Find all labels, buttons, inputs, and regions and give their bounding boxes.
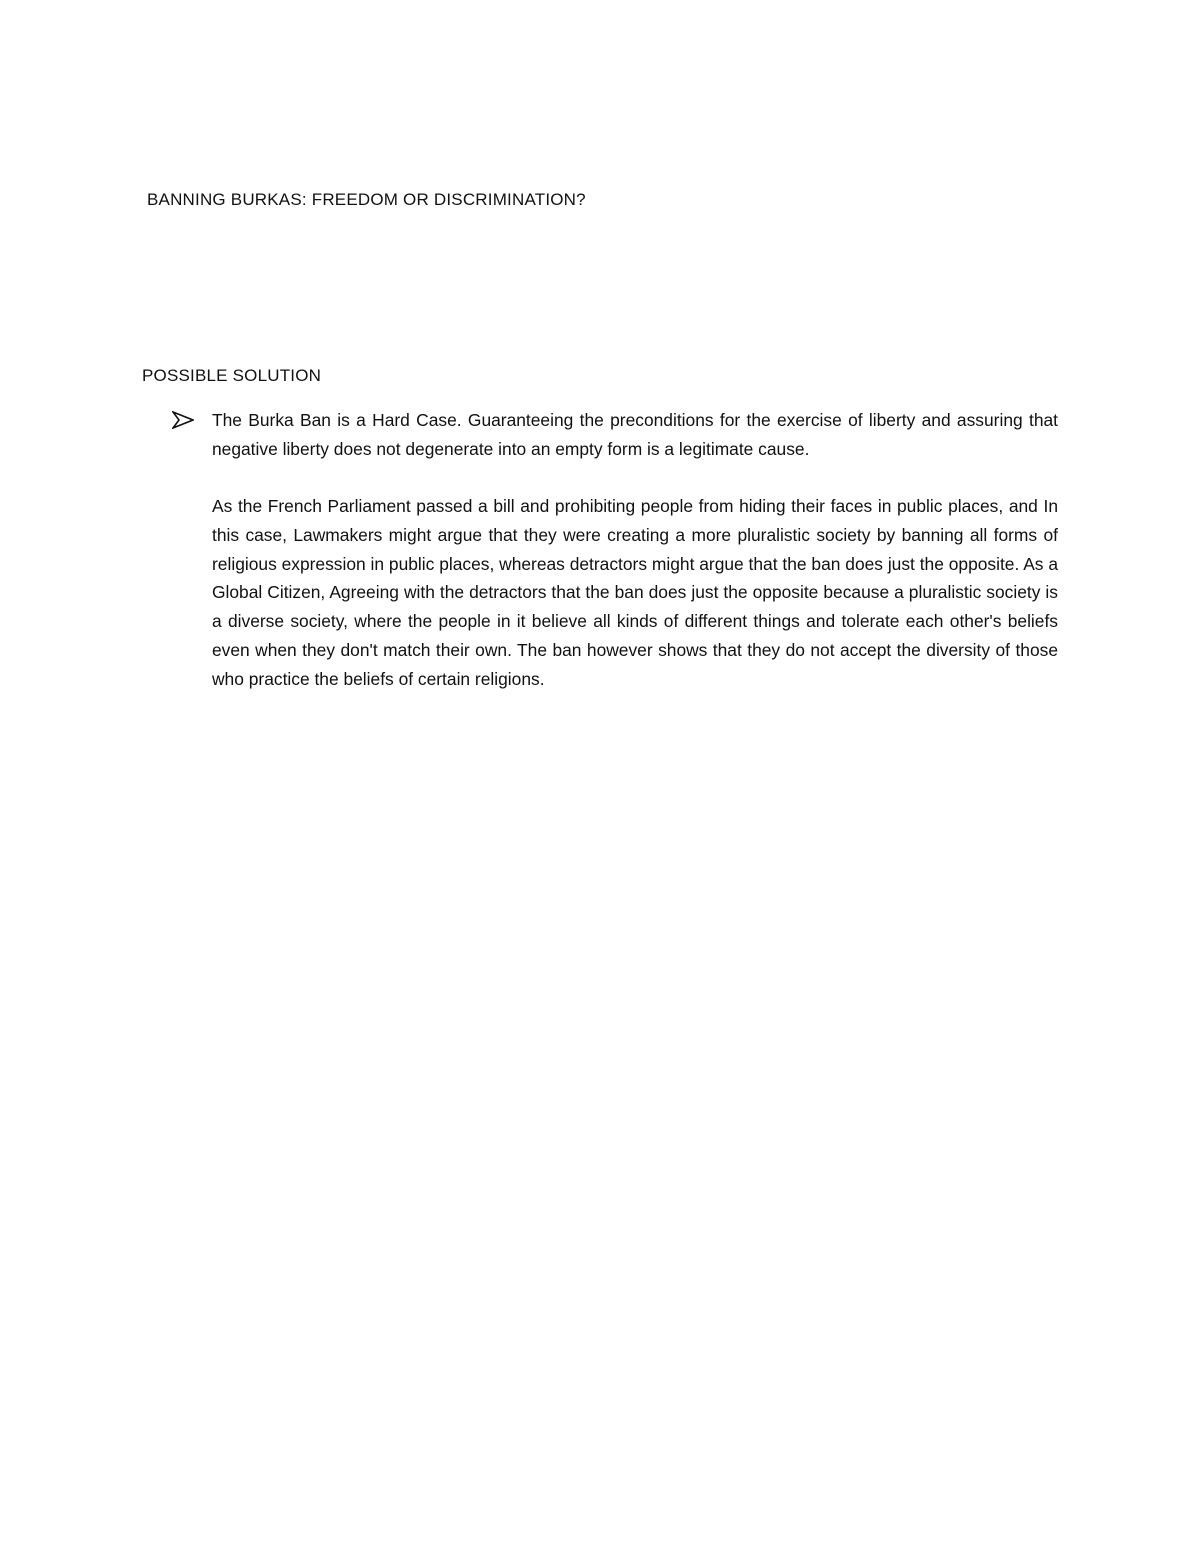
section-heading: POSSIBLE SOLUTION: [142, 366, 322, 385]
document-title: BANNING BURKAS: FREEDOM OR DISCRIMINATION?: [147, 190, 586, 209]
bullet-paragraph: The Burka Ban is a Hard Case. Guaranteeing the preconditions for the exercise of liberty and assuring that negative liberty does not degenerate into an empty form is a legitimate cause.: [212, 410, 1058, 459]
arrowhead-bullet-icon: [172, 411, 194, 429]
body-paragraph: As the French Parliament passed a bill and prohibiting people from hiding their faces in public places, and In this case, Lawmakers might argue that they were creating a more pluralistic society by banning all forms of religious expression in public places, whereas detractors might argue that the ban does just the opposite. As a Global Citizen, Agreeing with the detractors that the ban does just the opposite because a pluralistic society is a diverse society, where the people in it believe all kinds of different things and tolerate each other's beliefs even when they don't match their own. The ban however shows that they do not accept the diversity of those who practice the beliefs of certain religions.: [212, 496, 1058, 689]
